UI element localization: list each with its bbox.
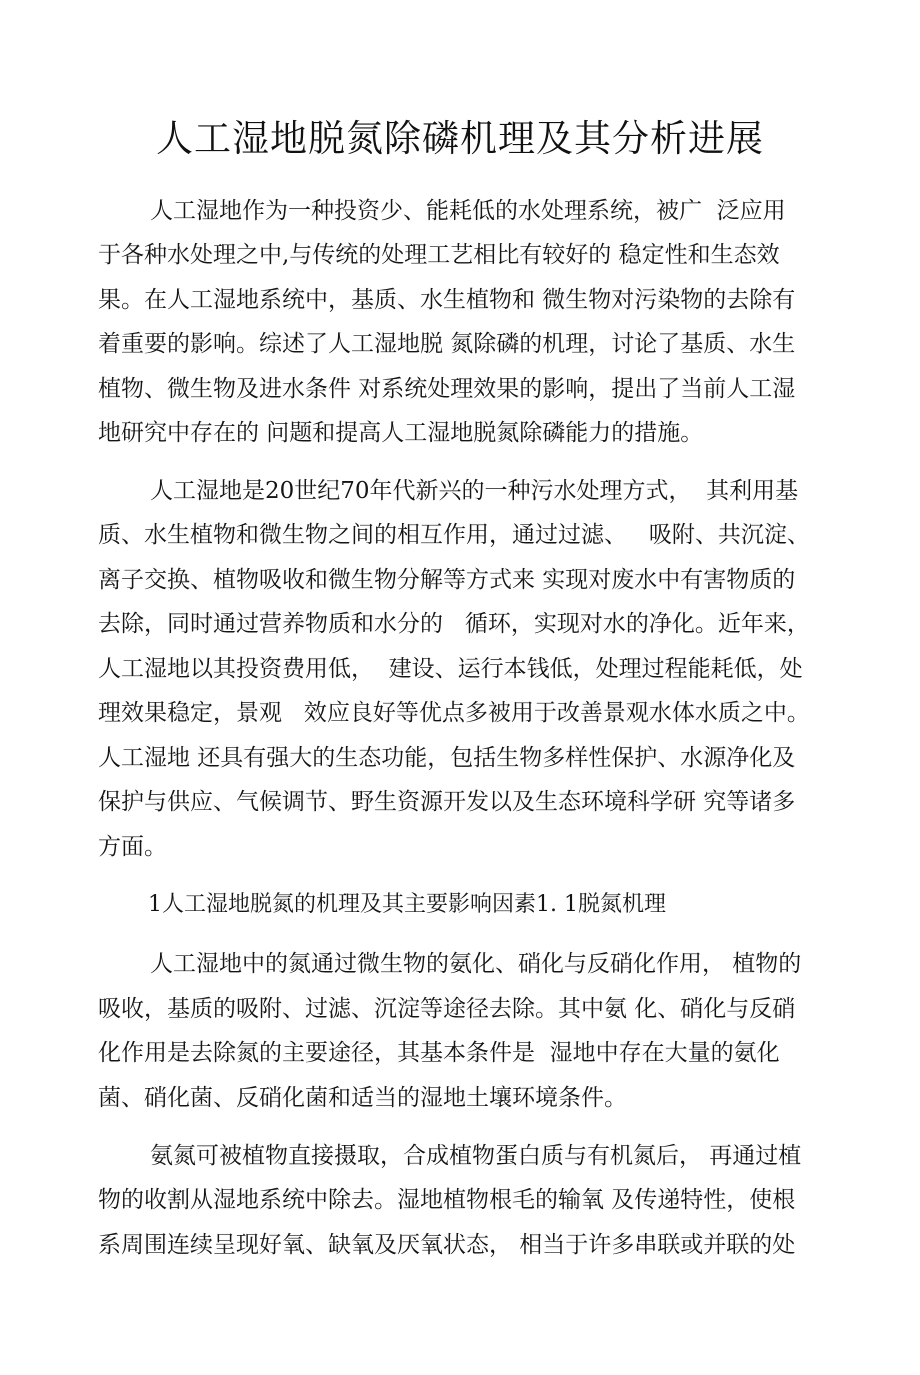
text-line: 人工湿地 还具有强大的生态功能，包括生物多样性保护、水源净化及 <box>98 745 796 771</box>
text-line: 吸收，基质的吸附、过滤、沉淀等途径去除。其中氨 化、硝化与反硝 <box>98 996 796 1022</box>
text-line: 方面。 <box>98 834 167 860</box>
text-line: 质、水生植物和微生物之间的相互作用，通过过滤、 吸附、共沉淀、 <box>98 522 810 548</box>
text-line: 保护与供应、气候调节、野生资源开发以及生态环境科学研 究等诸多 <box>98 789 796 815</box>
text-line: 人工湿地以其投资费用低， 建设、运行本钱低，处理过程能耗低，处 <box>98 656 803 682</box>
text-line: 菌、硝化菌、反硝化菌和适当的湿地土壤环境条件。 <box>98 1085 627 1111</box>
section-heading: 1人工湿地脱氮的机理及其主要影响因素1. 1脱氮机理 <box>148 892 666 917</box>
text-line: 人工湿地中的氮通过微生物的氨化、硝化与反硝化作用， 植物的 <box>150 951 802 977</box>
text-line: 去除，同时通过营养物质和水分的 循环，实现对水的净化。近年来， <box>98 611 810 637</box>
text-line: 人工湿地是20世纪70年代新兴的一种污水处理方式， 其利用基 <box>150 478 799 504</box>
text-line: 氨氮可被植物直接摄取，合成植物蛋白质与有机氮后， 再通过植 <box>150 1143 802 1169</box>
text-line: 物的收割从湿地系统中除去。湿地植物根毛的输氧 及传递特性，使根 <box>98 1187 796 1213</box>
text-line: 化作用是去除氮的主要途径，其基本条件是 湿地中存在大量的氨化 <box>98 1040 780 1066</box>
text-line: 果。在人工湿地系统中，基质、水生植物和 微生物对污染物的去除有 <box>98 287 796 313</box>
text-line: 着重要的影响。综述了人工湿地脱 氮除磷的机理，讨论了基质、水生 <box>98 331 796 357</box>
text-line: 人工湿地作为一种投资少、能耗低的水处理系统，被广 泛应用 <box>150 198 786 224</box>
text-line: 于各种水处理之中,与传统的处理工艺相比有较好的 稳定性和生态效 <box>98 242 780 268</box>
text-line: 植物、微生物及进水条件 对系统处理效果的影响，提出了当前人工湿 <box>98 376 796 402</box>
document-title: 人工湿地脱氮除磷机理及其分析进展 <box>156 117 764 160</box>
text-line: 理效果稳定，景观 效应良好等优点多被用于改善景观水体水质之中。 <box>98 700 810 726</box>
text-line: 系周围连续呈现好氧、缺氧及厌氧状态， 相当于许多串联或并联的处 <box>98 1232 796 1258</box>
text-line: 地研究中存在的 问题和提高人工湿地脱氮除磷能力的措施。 <box>98 420 704 446</box>
text-line: 离子交换、植物吸收和微生物分解等方式来 实现对废水中有害物质的 <box>98 567 796 593</box>
